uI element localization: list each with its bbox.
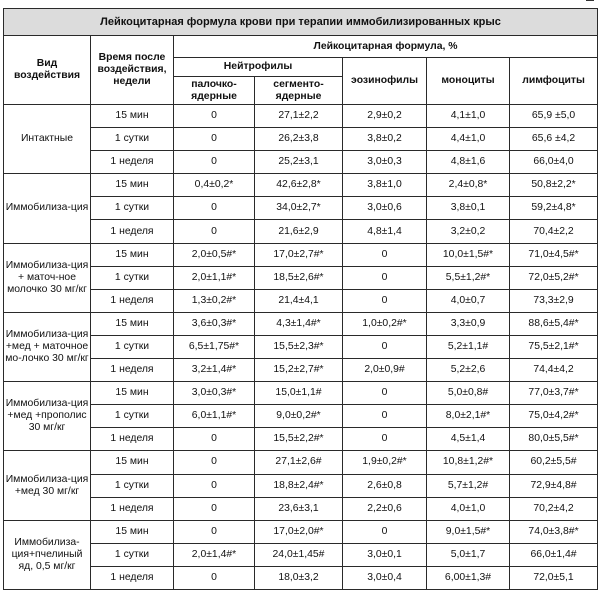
monocytes-cell: 10,0±1,5#* bbox=[427, 243, 510, 266]
segmented-neutrophils-cell: 21,6±2,9 bbox=[255, 220, 343, 243]
exposure-group-cell: Иммобилиза-ция + маточ-ное молочко 30 мг/кг bbox=[4, 243, 91, 312]
time-cell: 15 мин bbox=[91, 243, 174, 266]
monocytes-cell: 5,2±2,6 bbox=[427, 359, 510, 382]
band-neutrophils-cell: 0 bbox=[174, 128, 255, 151]
table-row bbox=[4, 266, 598, 289]
header-monocytes: моноциты bbox=[427, 58, 510, 105]
header-eosinophils: эозинофилы bbox=[343, 58, 427, 105]
lymphocytes-cell: 60,2±5,5# bbox=[510, 451, 598, 474]
eosinophils-cell: 2,9±0,2 bbox=[343, 105, 427, 128]
lymphocytes-cell: 72,9±4,8# bbox=[510, 474, 598, 497]
exposure-group-cell: Иммобилиза-ция +мед +прополис 30 мг/кг bbox=[4, 382, 91, 451]
time-cell: 1 сутки bbox=[91, 266, 174, 289]
segmented-neutrophils-cell: 21,4±4,1 bbox=[255, 289, 343, 312]
segmented-neutrophils-cell: 15,0±1,1# bbox=[255, 382, 343, 405]
table-row bbox=[4, 243, 598, 266]
eosinophils-cell: 1,9±0,2#* bbox=[343, 451, 427, 474]
table-row bbox=[4, 543, 598, 566]
segmented-neutrophils-cell: 18,0±3,2 bbox=[255, 566, 343, 589]
lymphocytes-cell: 88,6±5,4#* bbox=[510, 312, 598, 335]
segmented-neutrophils-cell: 24,0±1,45# bbox=[255, 543, 343, 566]
table-row bbox=[4, 289, 598, 312]
monocytes-cell: 4,0±0,7 bbox=[427, 289, 510, 312]
eosinophils-cell: 3,0±0,3 bbox=[343, 151, 427, 174]
table-row bbox=[4, 474, 598, 497]
table-row bbox=[4, 312, 598, 335]
time-cell: 1 неделя bbox=[91, 359, 174, 382]
monocytes-cell: 9,0±1,5#* bbox=[427, 520, 510, 543]
header-band-neutrophils: палочко-ядерные bbox=[174, 77, 255, 105]
header-formula: Лейкоцитарная формула, % bbox=[174, 36, 598, 58]
header-exposure: Вид воздействия bbox=[4, 36, 91, 105]
time-cell: 1 неделя bbox=[91, 428, 174, 451]
band-neutrophils-cell: 0 bbox=[174, 105, 255, 128]
monocytes-cell: 4,5±1,4 bbox=[427, 428, 510, 451]
band-neutrophils-cell: 3,6±0,3#* bbox=[174, 312, 255, 335]
eosinophils-cell: 2,2±0,6 bbox=[343, 497, 427, 520]
eosinophils-cell: 0 bbox=[343, 335, 427, 358]
eosinophils-cell: 3,0±0,1 bbox=[343, 543, 427, 566]
band-neutrophils-cell: 0 bbox=[174, 451, 255, 474]
table-row bbox=[4, 174, 598, 197]
table-row bbox=[4, 197, 598, 220]
segmented-neutrophils-cell: 15,5±2,2#* bbox=[255, 428, 343, 451]
segmented-neutrophils-cell: 9,0±0,2#* bbox=[255, 405, 343, 428]
band-neutrophils-cell: 0,4±0,2* bbox=[174, 174, 255, 197]
segmented-neutrophils-cell: 27,1±2,2 bbox=[255, 105, 343, 128]
band-neutrophils-cell: 0 bbox=[174, 497, 255, 520]
exposure-group-cell: Иммобилиза-ция+пчелиный яд, 0,5 мг/кг bbox=[4, 520, 91, 589]
time-cell: 1 сутки bbox=[91, 405, 174, 428]
table-row bbox=[4, 220, 598, 243]
time-cell: 1 неделя bbox=[91, 151, 174, 174]
time-cell: 1 неделя bbox=[91, 497, 174, 520]
band-neutrophils-cell: 6,0±1,1#* bbox=[174, 405, 255, 428]
band-neutrophils-cell: 2,0±1,4#* bbox=[174, 543, 255, 566]
segmented-neutrophils-cell: 15,5±2,3#* bbox=[255, 335, 343, 358]
time-cell: 1 неделя bbox=[91, 289, 174, 312]
eosinophils-cell: 3,0±0,4 bbox=[343, 566, 427, 589]
segmented-neutrophils-cell: 17,0±2,7#* bbox=[255, 243, 343, 266]
lymphocytes-cell: 70,4±2,2 bbox=[510, 220, 598, 243]
exposure-group-cell: Иммобилиза-ция +мед 30 мг/кг bbox=[4, 451, 91, 520]
segmented-neutrophils-cell: 27,1±2,6# bbox=[255, 451, 343, 474]
eosinophils-cell: 1,0±0,2#* bbox=[343, 312, 427, 335]
eosinophils-cell: 0 bbox=[343, 266, 427, 289]
time-cell: 1 сутки bbox=[91, 543, 174, 566]
monocytes-cell: 10,8±1,2#* bbox=[427, 451, 510, 474]
lymphocytes-cell: 65,6 ±4,2 bbox=[510, 128, 598, 151]
band-neutrophils-cell: 0 bbox=[174, 220, 255, 243]
monocytes-cell: 8,0±2,1#* bbox=[427, 405, 510, 428]
monocytes-cell: 4,1±1,0 bbox=[427, 105, 510, 128]
segmented-neutrophils-cell: 42,6±2,8* bbox=[255, 174, 343, 197]
lymphocytes-cell: 80,0±5,5#* bbox=[510, 428, 598, 451]
eosinophils-cell: 0 bbox=[343, 289, 427, 312]
time-cell: 15 мин bbox=[91, 312, 174, 335]
band-neutrophils-cell: 1,3±0,2#* bbox=[174, 289, 255, 312]
time-cell: 1 неделя bbox=[91, 566, 174, 589]
monocytes-cell: 3,2±0,2 bbox=[427, 220, 510, 243]
lymphocytes-cell: 74,4±4,2 bbox=[510, 359, 598, 382]
eosinophils-cell: 3,8±1,0 bbox=[343, 174, 427, 197]
table-row bbox=[4, 382, 598, 405]
table-row bbox=[4, 151, 598, 174]
segmented-neutrophils-cell: 25,2±3,1 bbox=[255, 151, 343, 174]
table-row bbox=[4, 105, 598, 128]
segmented-neutrophils-cell: 18,5±2,6#* bbox=[255, 266, 343, 289]
time-cell: 1 сутки bbox=[91, 128, 174, 151]
band-neutrophils-cell: 0 bbox=[174, 474, 255, 497]
time-cell: 15 мин bbox=[91, 105, 174, 128]
lymphocytes-cell: 73,3±2,9 bbox=[510, 289, 598, 312]
lymphocytes-cell: 74,0±3,8#* bbox=[510, 520, 598, 543]
band-neutrophils-cell: 3,0±0,3#* bbox=[174, 382, 255, 405]
eosinophils-cell: 0 bbox=[343, 520, 427, 543]
time-cell: 15 мин bbox=[91, 520, 174, 543]
band-neutrophils-cell: 2,0±0,5#* bbox=[174, 243, 255, 266]
monocytes-cell: 4,8±1,6 bbox=[427, 151, 510, 174]
lymphocytes-cell: 75,0±4,2#* bbox=[510, 405, 598, 428]
segmented-neutrophils-cell: 15,2±2,7#* bbox=[255, 359, 343, 382]
monocytes-cell: 5,0±1,7 bbox=[427, 543, 510, 566]
band-neutrophils-cell: 0 bbox=[174, 197, 255, 220]
eosinophils-cell: 0 bbox=[343, 428, 427, 451]
time-cell: 15 мин bbox=[91, 382, 174, 405]
segmented-neutrophils-cell: 18,8±2,4#* bbox=[255, 474, 343, 497]
time-cell: 1 сутки bbox=[91, 197, 174, 220]
time-cell: 15 мин bbox=[91, 451, 174, 474]
table-row bbox=[4, 566, 598, 589]
monocytes-cell: 5,7±1,2# bbox=[427, 474, 510, 497]
monocytes-cell: 2,4±0,8* bbox=[427, 174, 510, 197]
monocytes-cell: 5,5±1,2#* bbox=[427, 266, 510, 289]
band-neutrophils-cell: 0 bbox=[174, 566, 255, 589]
time-cell: 1 неделя bbox=[91, 220, 174, 243]
table-row bbox=[4, 497, 598, 520]
monocytes-cell: 5,2±1,1# bbox=[427, 335, 510, 358]
lymphocytes-cell: 77,0±3,7#* bbox=[510, 382, 598, 405]
eosinophils-cell: 3,0±0,6 bbox=[343, 197, 427, 220]
eosinophils-cell: 3,8±0,2 bbox=[343, 128, 427, 151]
segmented-neutrophils-cell: 26,2±3,8 bbox=[255, 128, 343, 151]
segmented-neutrophils-cell: 34,0±2,7* bbox=[255, 197, 343, 220]
monocytes-cell: 3,3±0,9 bbox=[427, 312, 510, 335]
exposure-group-cell: Иммобилиза-ция +мед + маточное мо-лочко 30 мг/кг bbox=[4, 312, 91, 381]
band-neutrophils-cell: 6,5±1,75#* bbox=[174, 335, 255, 358]
monocytes-cell: 4,4±1,0 bbox=[427, 128, 510, 151]
exposure-group-cell: Иммобилиза-ция bbox=[4, 174, 91, 243]
table-row bbox=[4, 405, 598, 428]
header-lymphocytes: лимфоциты bbox=[510, 58, 598, 105]
monocytes-cell: 5,0±0,8# bbox=[427, 382, 510, 405]
segmented-neutrophils-cell: 4,3±1,4#* bbox=[255, 312, 343, 335]
page-edge-mark bbox=[586, 0, 594, 1]
table-row bbox=[4, 359, 598, 382]
time-cell: 1 сутки bbox=[91, 474, 174, 497]
lymphocytes-cell: 50,8±2,2* bbox=[510, 174, 598, 197]
eosinophils-cell: 2,0±0,9# bbox=[343, 359, 427, 382]
monocytes-cell: 6,00±1,3# bbox=[427, 566, 510, 589]
eosinophils-cell: 2,6±0,8 bbox=[343, 474, 427, 497]
lymphocytes-cell: 72,0±5,2#* bbox=[510, 266, 598, 289]
time-cell: 1 сутки bbox=[91, 335, 174, 358]
band-neutrophils-cell: 0 bbox=[174, 520, 255, 543]
band-neutrophils-cell: 3,2±1,4#* bbox=[174, 359, 255, 382]
monocytes-cell: 4,0±1,0 bbox=[427, 497, 510, 520]
table-row bbox=[4, 520, 598, 543]
lymphocytes-cell: 71,0±4,5#* bbox=[510, 243, 598, 266]
header-segmented-neutrophils: сегменто-ядерные bbox=[255, 77, 343, 105]
eosinophils-cell: 0 bbox=[343, 243, 427, 266]
table-title: Лейкоцитарная формула крови при терапии иммобилизированных крыс bbox=[4, 9, 598, 36]
lymphocytes-cell: 72,0±5,1 bbox=[510, 566, 598, 589]
header-neutrophils: Нейтрофилы bbox=[174, 58, 343, 77]
segmented-neutrophils-cell: 17,0±2,0#* bbox=[255, 520, 343, 543]
table-row bbox=[4, 428, 598, 451]
header-time: Время после воздействия, недели bbox=[91, 36, 174, 105]
eosinophils-cell: 0 bbox=[343, 405, 427, 428]
segmented-neutrophils-cell: 23,6±3,1 bbox=[255, 497, 343, 520]
lymphocytes-cell: 66,0±4,0 bbox=[510, 151, 598, 174]
time-cell: 15 мин bbox=[91, 174, 174, 197]
band-neutrophils-cell: 2,0±1,1#* bbox=[174, 266, 255, 289]
leukocyte-formula-table bbox=[3, 8, 598, 590]
eosinophils-cell: 4,8±1,4 bbox=[343, 220, 427, 243]
lymphocytes-cell: 65,9 ±5,0 bbox=[510, 105, 598, 128]
lymphocytes-cell: 70,2±4,2 bbox=[510, 497, 598, 520]
table-row bbox=[4, 335, 598, 358]
table-body bbox=[4, 105, 598, 590]
lymphocytes-cell: 75,5±2,1#* bbox=[510, 335, 598, 358]
band-neutrophils-cell: 0 bbox=[174, 151, 255, 174]
table-row bbox=[4, 128, 598, 151]
eosinophils-cell: 0 bbox=[343, 382, 427, 405]
monocytes-cell: 3,8±0,1 bbox=[427, 197, 510, 220]
lymphocytes-cell: 59,2±4,8* bbox=[510, 197, 598, 220]
exposure-group-cell: Интактные bbox=[4, 105, 91, 174]
lymphocytes-cell: 66,0±1,4# bbox=[510, 543, 598, 566]
table-row bbox=[4, 451, 598, 474]
band-neutrophils-cell: 0 bbox=[174, 428, 255, 451]
